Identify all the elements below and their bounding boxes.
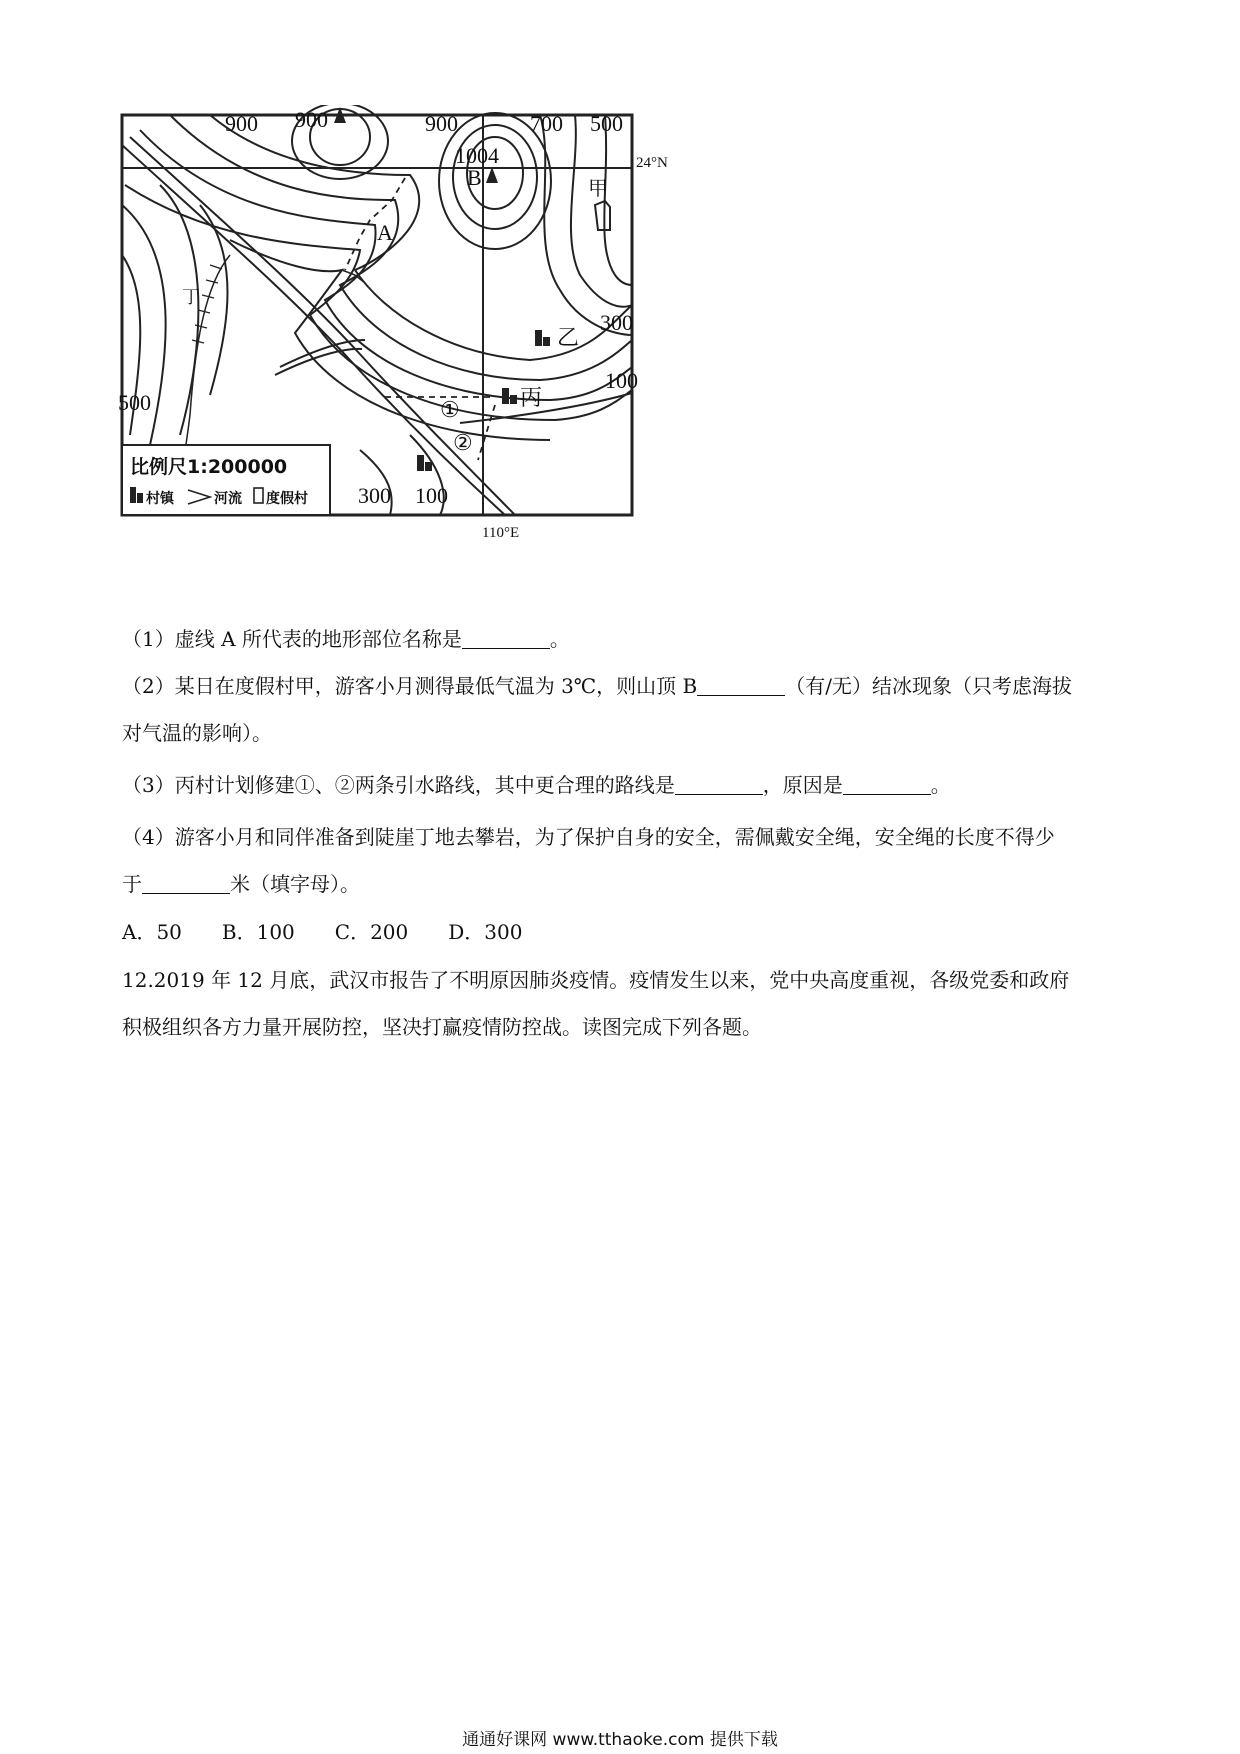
legend-scale: 比例尺1:200000: [130, 456, 288, 478]
cliff-ding-label: 丁: [182, 287, 200, 307]
contour-label-300-right: 300: [600, 310, 633, 335]
latitude-label: 24°N: [636, 155, 668, 171]
page-footer: 通通好课网 www.tthaoke.com 提供下载: [462, 1730, 778, 1750]
question-12-line-2: 积极组织各方力量开展防控，坚决打赢疫情防控战。读图完成下列各题。: [122, 1015, 762, 1039]
route-1-label: ①: [440, 397, 460, 422]
contour-map-drawing: [110, 105, 760, 605]
answer-blank-1[interactable]: [462, 628, 550, 649]
peak-elevation-label: 1004: [455, 143, 499, 168]
question-3: （3）丙村计划修建①、②两条引水路线，其中更合理的路线是 ，原因是 。: [122, 773, 951, 797]
answer-options: A．50 B．100 C．200 D．300: [122, 920, 523, 944]
question-4-line-2: 于 米（填字母）。: [122, 872, 360, 896]
longitude-label: 110°E: [482, 525, 520, 541]
village-bing-label: 丙: [520, 385, 543, 410]
question-2: （2）某日在度假村甲，游客小月测得最低气温为 3℃，则山顶 B （有/无）结冰现象（只考虑海拔: [122, 674, 1072, 698]
contour-map: [110, 105, 760, 605]
legend-resort: 度假村: [266, 491, 308, 507]
contour-label-500: 500: [590, 111, 623, 136]
route-2-label: ②: [453, 430, 473, 455]
contour-label-300-bottom: 300: [358, 483, 391, 508]
contour-label-100-bottom: 100: [415, 483, 448, 508]
village-yi-label: 乙: [557, 325, 580, 350]
answer-blank-4[interactable]: [142, 873, 230, 894]
legend-river: 河流: [214, 491, 242, 507]
answer-blank-3a[interactable]: [675, 774, 763, 795]
contour-label-900-a: 900: [225, 111, 258, 136]
question-4: （4）游客小月和同伴准备到陡崖丁地去攀岩，为了保护自身的安全，需佩戴安全绳，安全绳的长度不得少: [122, 825, 1055, 849]
answer-blank-2[interactable]: [697, 675, 785, 696]
question-12-line-1: 12.2019 年 12 月底，武汉市报告了不明原因肺炎疫情。疫情发生以来，党中央高度重视，各级党委和政府: [122, 968, 1070, 992]
contour-label-500-left: 500: [118, 390, 151, 415]
contour-label-900-c: 900: [425, 111, 458, 136]
contour-label-100-right: 100: [605, 368, 638, 393]
peak-b-label: B: [467, 165, 482, 190]
question-1: （1）虚线 A 所代表的地形部位名称是 。: [122, 627, 570, 651]
contour-label-900-b: 900: [295, 107, 328, 132]
answer-blank-3b[interactable]: [843, 774, 931, 795]
legend-village: 村镇: [146, 491, 174, 507]
point-a-label: A: [377, 220, 393, 245]
village-jia-label: 甲: [588, 178, 608, 200]
question-2-line-2: 对气温的影响）。: [122, 721, 272, 745]
contour-label-700: 700: [530, 111, 563, 136]
